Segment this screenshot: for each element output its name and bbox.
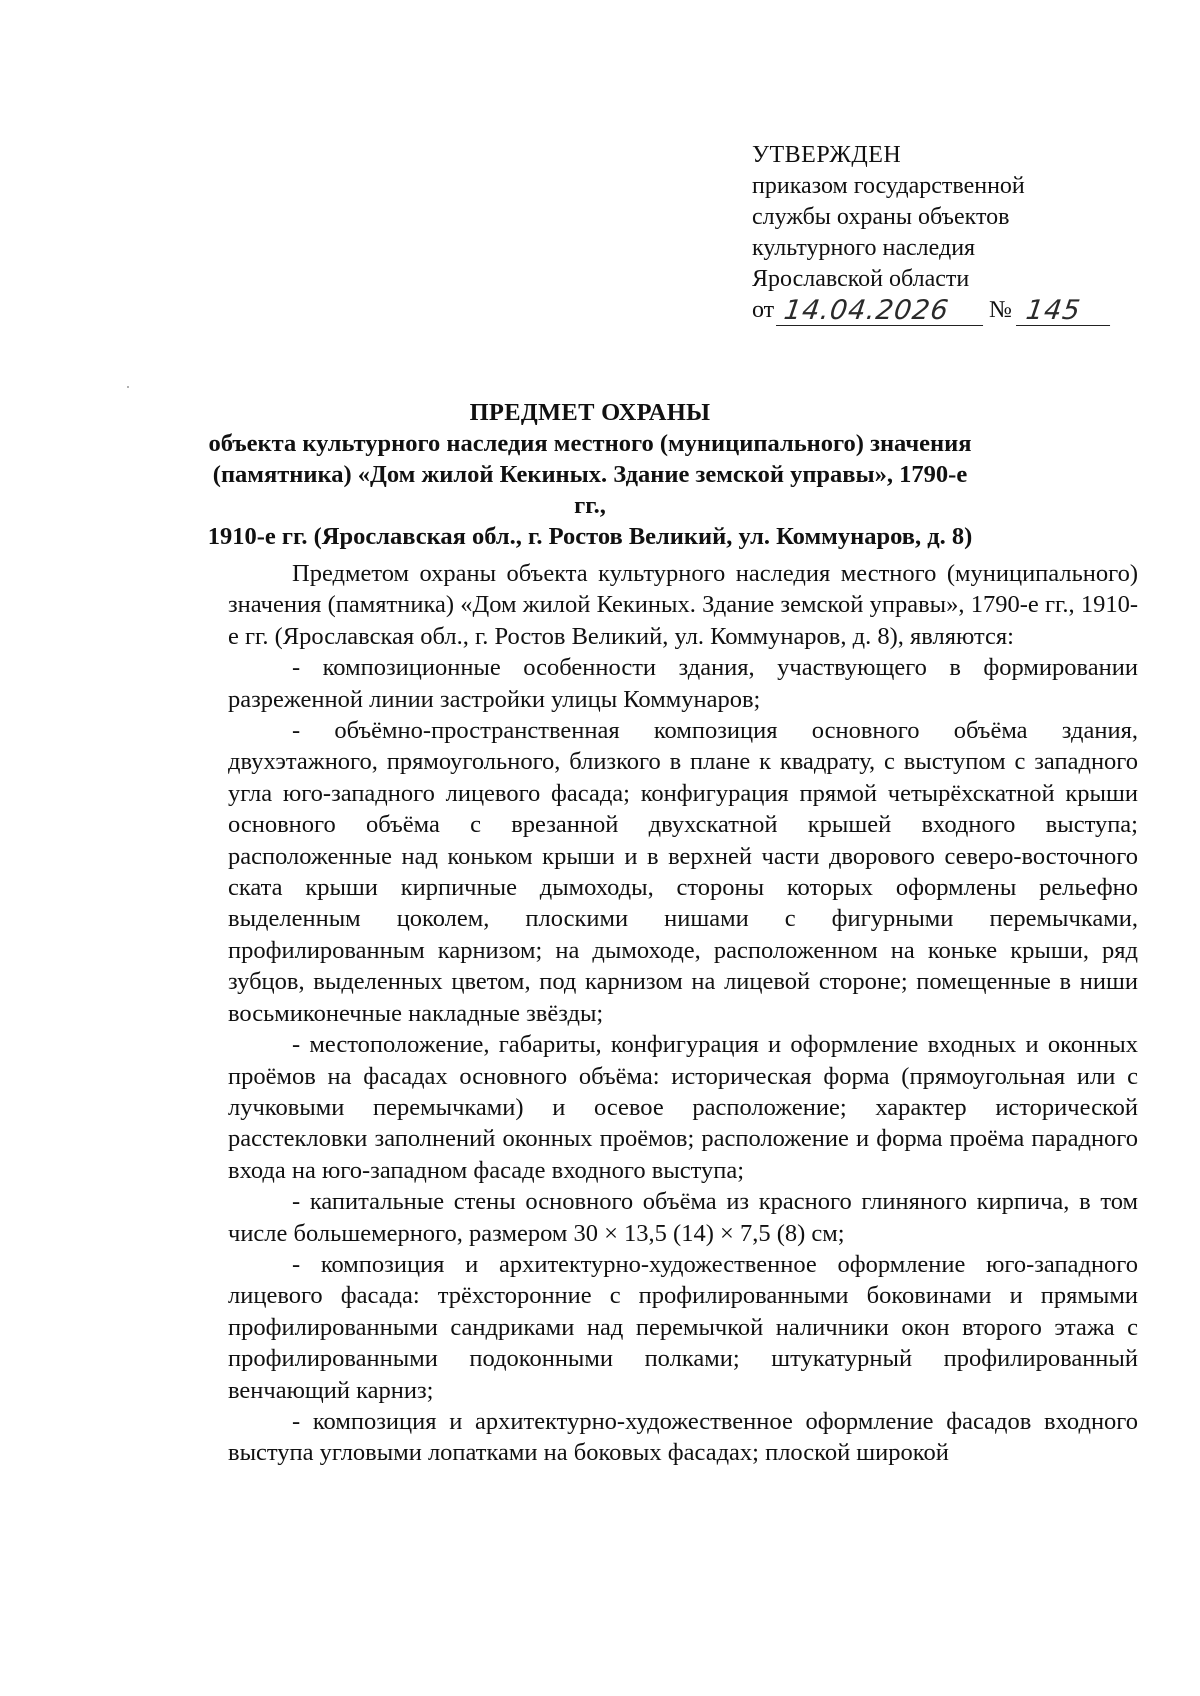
number-sign: №: [989, 297, 1012, 323]
handwritten-date: 14.04.2026: [776, 297, 987, 326]
approval-line: культурного наследия: [752, 235, 976, 261]
document-heading: [200, 397, 980, 552]
approval-title: УТВЕРЖДЕН: [752, 142, 902, 168]
body-paragraph: - капитальные стены основного объёма из красного глиняного кирпича, в том числе большемерного, размером 30 × 13,5 (14) × 7,5 (8) см;: [228, 1188, 1138, 1247]
approval-line: службы охраны объектов: [752, 204, 1010, 230]
approval-block: [752, 140, 1112, 326]
heading-line: 1910-е гг. (Ярославская обл., г. Ростов Великий, ул. Коммунаров, д. 8): [207, 523, 973, 550]
body-paragraph: Предметом охраны объекта культурного наследия местного (муниципального) значения (памятника) «Дом жилой Кекиных. Здание земской управы», 1790-е гг., 1910-е гг. (Ярославская обл., г. Ростов Великий, ул. Коммунаров, д. 8), являются:: [228, 560, 1138, 650]
body-paragraph: - объёмно-пространственная композиция основного объёма здания, двухэтажного, прямоугольного, близкого в плане к квадрату, с выступом с западного угла юго-западного лицевого фасада; конфигурация прямой четырёхскатной крыши основного объёма с врезанной двухскатной крышей входного выступа; расположенные над коньком крыши и в верхней части дворового северо-восточного ската крыши кирпичные дымоходы, стороны которых оформлены рельефно выделенным цоколем, плоскими нишами с фигурными перемычками, профилированным карнизом; на дымоходе, расположенном на коньке крыши, ряд зубцов, выделенных цветом, под карнизом на лицевой стороне; помещенные в ниши восьмиконечные накладные звёзды;: [228, 717, 1138, 1027]
approval-date-number: [752, 295, 1112, 326]
heading-title: ПРЕДМЕТ ОХРАНЫ: [469, 399, 711, 426]
approval-line: приказом государственной: [752, 173, 1025, 199]
body-paragraph: - композиция и архитектурно-художественное оформление фасадов входного выступа угловыми лопатками на боковых фасадах; плоской широкой: [228, 1407, 1138, 1467]
body-paragraph: - композиция и архитектурно-художественное оформление юго-западного лицевого фасада: трёхсторонние с профилированными боковинами и прямыми профилированными сандриками над перемычкой наличники окон второго этажа с профилированными подоконными полками; штукатурный профилированный венчающий карниз;: [228, 1250, 1138, 1404]
body-paragraph: - композиционные особенности здания, участвующего в формировании разреженной линии застройки улицы Коммунаров;: [228, 654, 1138, 713]
heading-line: (памятника) «Дом жилой Кекиных. Здание земской управы», 1790-е гг.,: [212, 461, 968, 519]
handwritten-number: 145: [1016, 297, 1114, 326]
heading-line: объекта культурного наследия местного (муниципального) значения: [208, 430, 972, 457]
approval-line: Ярославской области: [752, 266, 970, 292]
scan-speck: [127, 386, 129, 388]
document-body: [228, 558, 1138, 1469]
date-prefix: от: [752, 297, 775, 323]
body-paragraph: - местоположение, габариты, конфигурация и оформление входных и оконных проёмов на фасадах основного объёма: историческая форма (прямоугольная или с лучковыми перемычками) и осевое расположение; характер исторической расстекловки заполнений оконных проёмов; расположение и форма проёма парадного входа на юго-западном фасаде входного выступа;: [228, 1031, 1138, 1184]
